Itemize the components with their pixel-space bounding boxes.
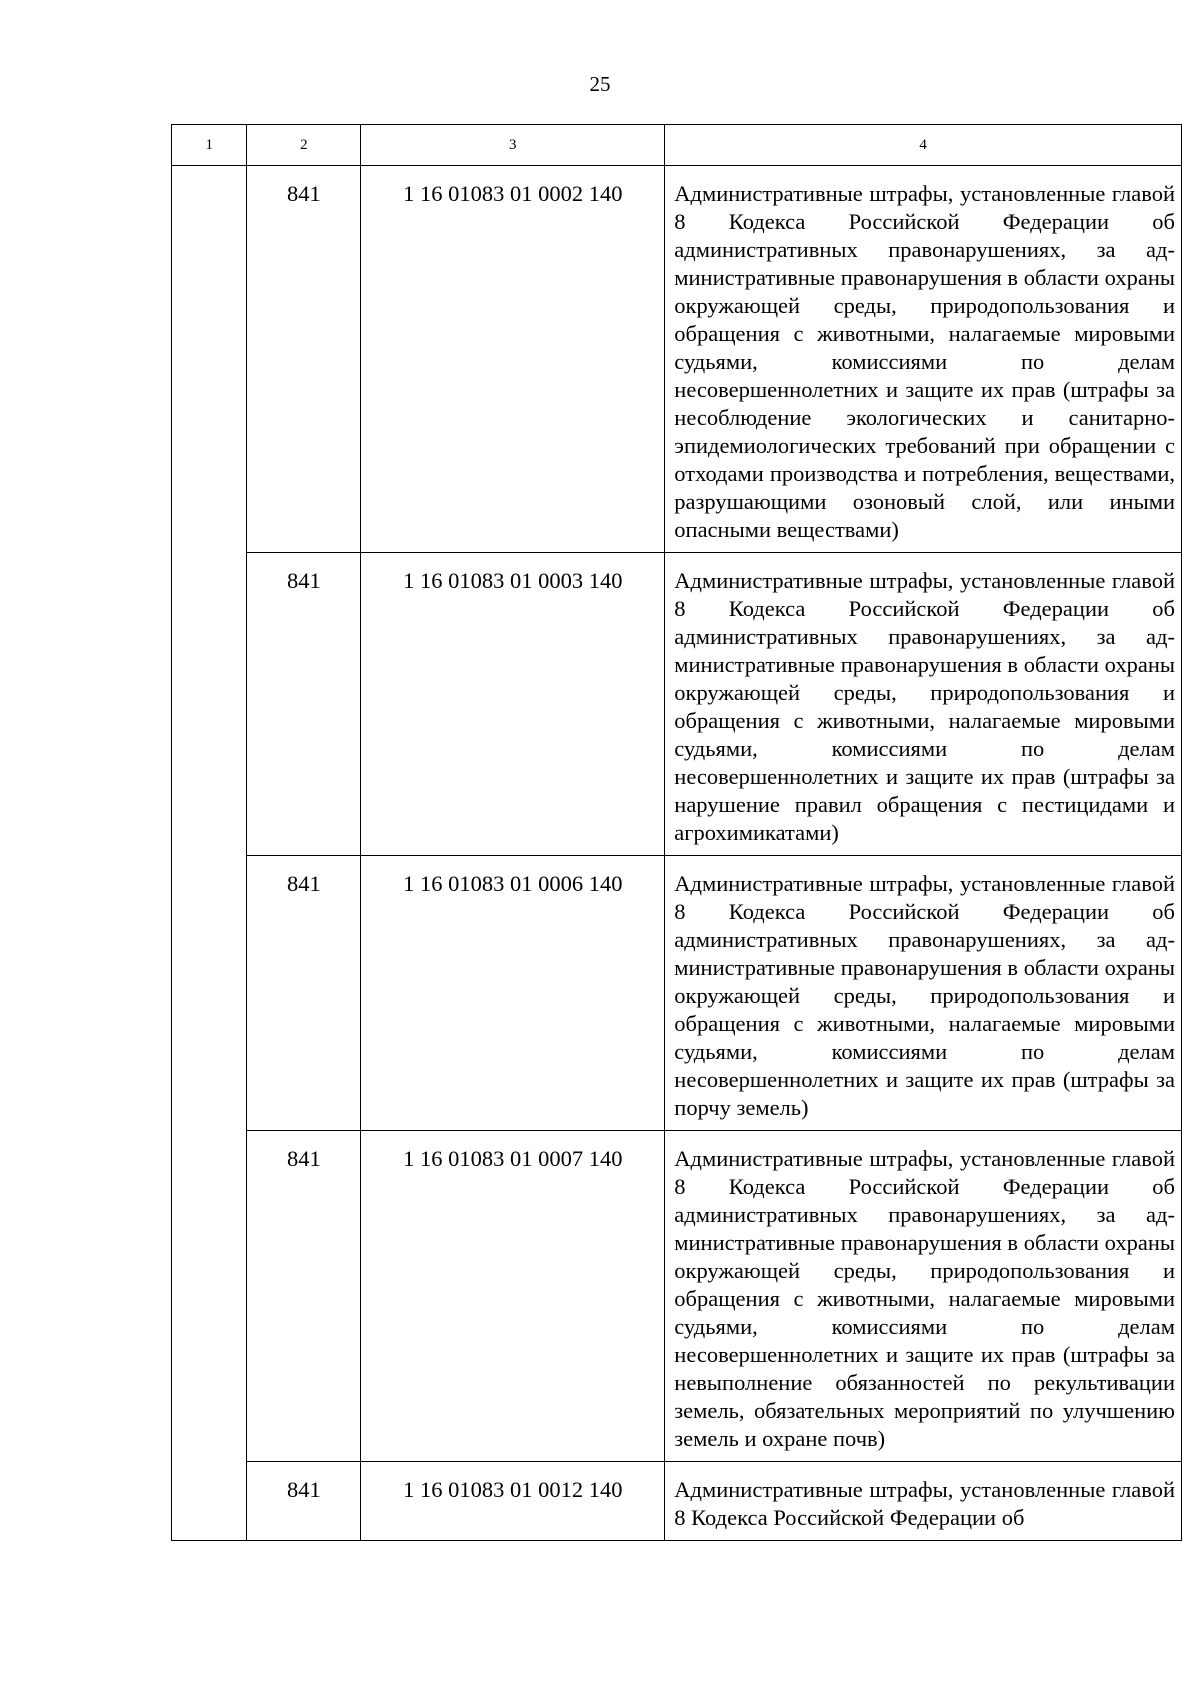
- header-col-3: 3: [361, 125, 665, 166]
- empty-first-column-cell: [172, 166, 247, 1541]
- table-row: [172, 856, 1182, 1131]
- budget-code-cell: 1 16 01083 01 0007 140: [361, 1131, 665, 1462]
- admin-code-cell: 841: [247, 1131, 361, 1462]
- admin-code-cell: 841: [247, 166, 361, 553]
- table-row: [172, 166, 1182, 553]
- header-col-1: 1: [172, 125, 247, 166]
- description-cell: Административные штрафы, установленные главой 8 Кодекса Российской Федерации об административных правонарушениях, за административные правонарушения в области охраны окружающей среды, природопользования и обращения с животными, налагаемые мировыми судьями, комиссиями по делам несовершеннолетних и защите их прав (штрафы за несоблюдение экологических и санитарно-эпидемиологических требований при обращении с отходами производства и потребления, веществами, разрушающими озоновый слой, или иными опасными веществами): [665, 166, 1182, 553]
- description-cell: Административные штрафы, установленные главой 8 Кодекса Российской Федерации об административных правонарушениях, за административные правонарушения в области охраны окружающей среды, природопользования и обращения с животными, налагаемые мировыми судьями, комиссиями по делам несовершеннолетних и защите их прав (штрафы за порчу земель): [665, 856, 1182, 1131]
- table-row: [172, 1131, 1182, 1462]
- budget-code-cell: 1 16 01083 01 0003 140: [361, 553, 665, 856]
- admin-code-cell: 841: [247, 1462, 361, 1541]
- header-col-2: 2: [247, 125, 361, 166]
- admin-code-cell: 841: [247, 553, 361, 856]
- admin-code-cell: 841: [247, 856, 361, 1131]
- page-number: 25: [589, 72, 611, 96]
- description-cell: Административные штрафы, установленные главой 8 Кодекса Российской Федерации об административных правонарушениях, за административные правонарушения в области охраны окружающей среды, природопользования и обращения с животными, налагаемые мировыми судьями, комиссиями по делам несовершеннолетних и защите их прав (штрафы за невыполнение обязанностей по рекультивации земель, обязательных мероприятий по улучшению земель и охране почв): [665, 1131, 1182, 1462]
- header-col-4: 4: [665, 125, 1182, 166]
- budget-code-cell: 1 16 01083 01 0012 140: [361, 1462, 665, 1541]
- table-row: [172, 1462, 1182, 1541]
- budget-code-cell: 1 16 01083 01 0006 140: [361, 856, 665, 1131]
- description-cell: Административные штрафы, установленные главой 8 Кодекса Российской Федерации об: [665, 1462, 1182, 1541]
- table-row: [172, 553, 1182, 856]
- description-cell: Административные штрафы, установленные главой 8 Кодекса Российской Федерации об административных правонарушениях, за административные правонарушения в области охраны окружающей среды, природопользования и обращения с животными, налагаемые мировыми судьями, комиссиями по делам несовершеннолетних и защите их прав (штрафы за нарушение правил обращения с пестицидами и агрохимикатами): [665, 553, 1182, 856]
- budget-codes-table: [171, 124, 1182, 1541]
- budget-code-cell: 1 16 01083 01 0002 140: [361, 166, 665, 553]
- table-header-row: [172, 125, 1182, 166]
